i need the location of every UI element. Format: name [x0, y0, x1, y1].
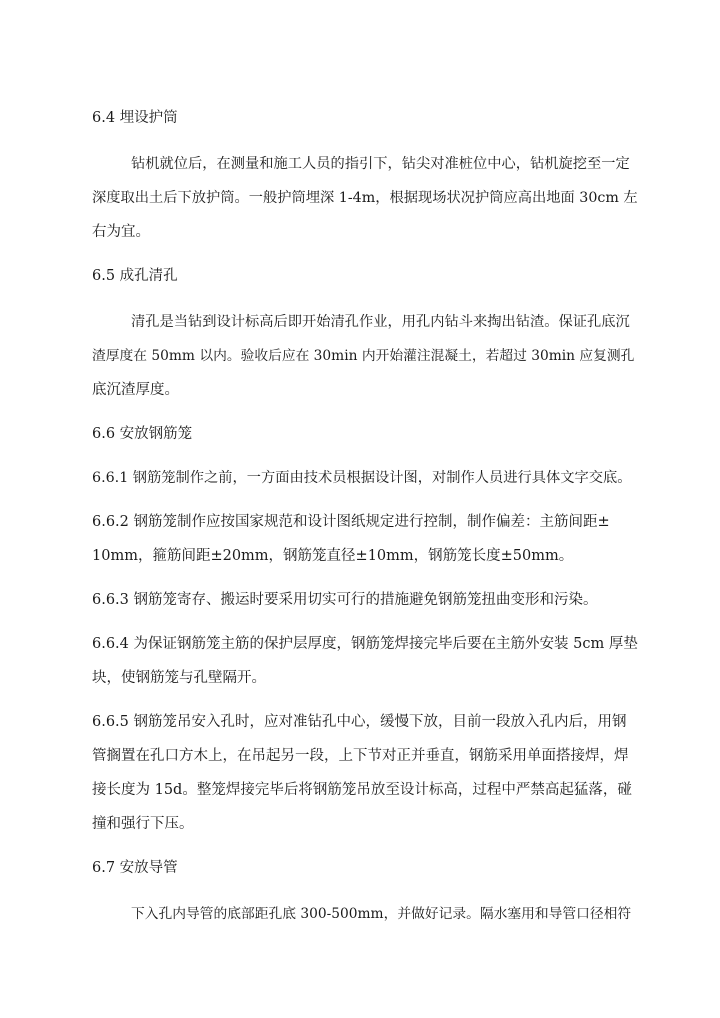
paragraph-line: 下入孔内导管的底部距孔底 300-500mm，并做好记录。隔水塞用和导管口径相符: [131, 906, 632, 922]
paragraph-line: 右为宜。: [92, 224, 150, 240]
paragraph-line: 深度取出土后下放护筒。一般护筒埋深 1-4m，根据现场状况护筒应高出地面 30cm 左: [92, 190, 638, 206]
paragraph-line: 清孔是当钻到设计标高后即开始清孔作业，用孔内钻斗来掏出钻渣。保证孔底沉: [131, 314, 630, 330]
paragraph-line: 钻机就位后，在测量和施工人员的指引下，钻尖对准桩位中心，钻机旋挖至一定: [131, 156, 630, 172]
paragraph-line: 底沉渣厚度。: [92, 382, 179, 398]
section-heading-6-5: 6.5 成孔清孔: [92, 268, 178, 284]
list-item-6-6-2: 6.6.2 钢筋笼制作应按国家规范和设计图纸规定进行控制，制作偏差：主筋间距±: [92, 514, 610, 530]
section-heading-6-7: 6.7 安放导管: [92, 860, 178, 876]
section-heading-6-4: 6.4 埋设护筒: [92, 110, 178, 126]
list-item-6-6-2-cont: 10mm，箍筋间距±20mm，钢筋笼直径±10mm，钢筋笼长度±50mm。: [92, 548, 574, 564]
list-item-6-6-5-cont: 管搁置在孔口方木上，在吊起另一段，上下节对正并垂直，钢筋采用单面搭接焊，焊: [92, 748, 629, 764]
list-item-6-6-5-cont: 撞和强行下压。: [92, 816, 194, 832]
section-heading-6-6: 6.6 安放钢筋笼: [92, 426, 193, 442]
list-item-6-6-3: 6.6.3 钢筋笼寄存、搬运时要采用切实可行的措施避免钢筋笼扭曲变形和污染。: [92, 592, 598, 608]
list-item-6-6-1: 6.6.1 钢筋笼制作之前，一方面由技术员根据设计图，对制作人员进行具体文字交底。: [92, 470, 632, 486]
list-item-6-6-5: 6.6.5 钢筋笼吊安入孔时，应对准钻孔中心，缓慢下放，目前一段放入孔内后，用钢: [92, 714, 627, 730]
list-item-6-6-5-cont: 接长度为 15d。整笼焊接完毕后将钢筋笼吊放至设计标高，过程中严禁高起猛落，碰: [92, 782, 632, 798]
list-item-6-6-4-cont: 块，使钢筋笼与孔壁隔开。: [92, 670, 266, 686]
list-item-6-6-4: 6.6.4 为保证钢筋笼主筋的保护层厚度，钢筋笼焊接完毕后要在主筋外安装 5cm 厚垫: [92, 636, 638, 652]
paragraph-line: 渣厚度在 50mm 以内。验收后应在 30min 内开始灌注混凝土，若超过 30min 应复测孔: [92, 348, 635, 364]
